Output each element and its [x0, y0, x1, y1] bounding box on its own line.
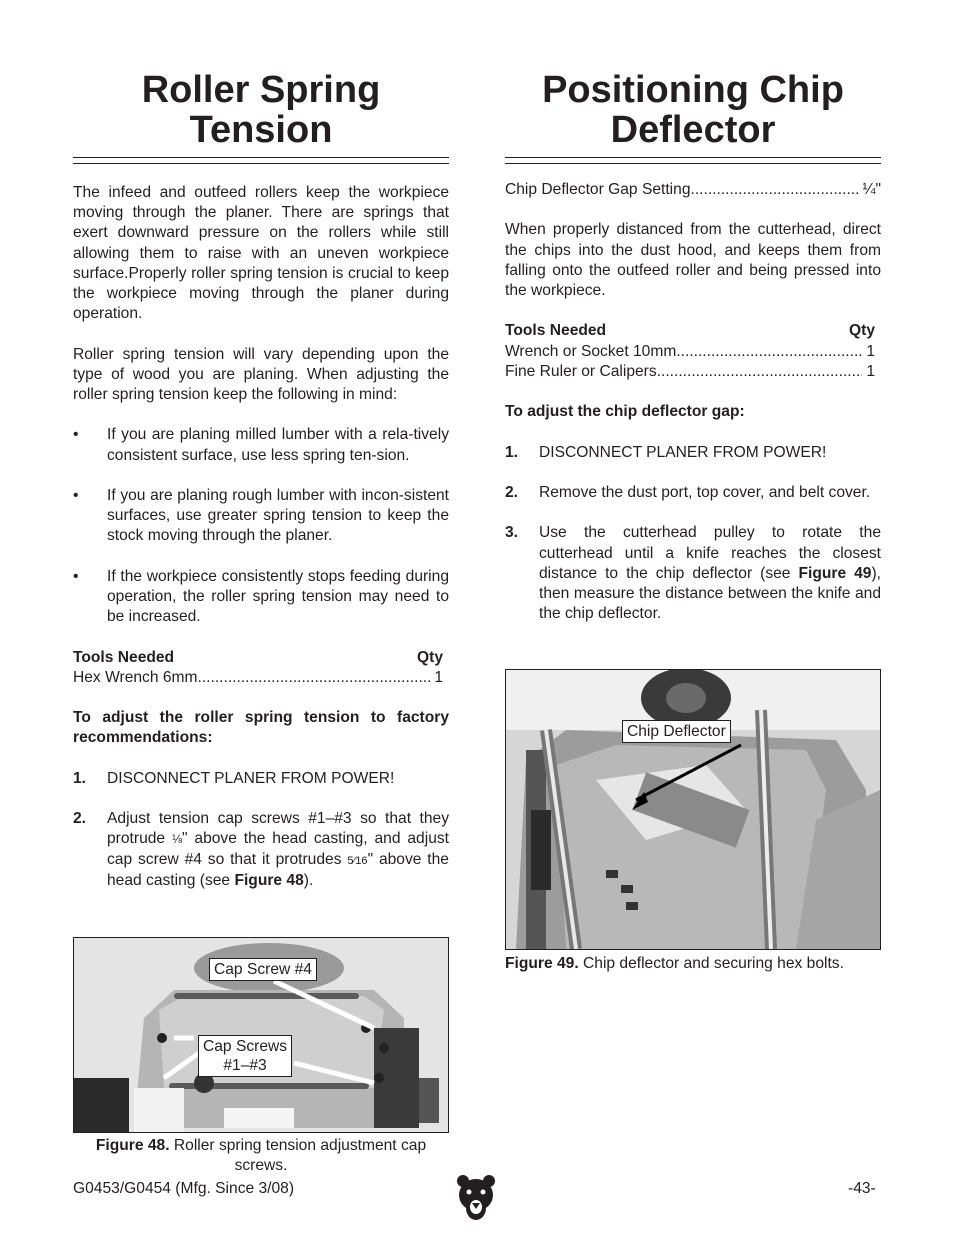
figure-reference: Figure 48 — [234, 871, 304, 889]
paragraph-2: Roller spring tension will vary depending upon the type of wood you are planing. When adjusting the roller spring tension keep the following in mind: — [73, 345, 449, 404]
cutterhead-photo-illustration — [506, 670, 880, 949]
figure-reference: Figure 49 — [798, 564, 872, 582]
tool-qty: 1 — [866, 362, 875, 380]
figure-48-caption — [73, 1136, 449, 1176]
tools-needed-label: Tools Needed — [73, 648, 175, 666]
figure-49-caption — [505, 954, 881, 974]
callout-chip-deflector: Chip Deflector — [622, 720, 731, 743]
bullet-item — [73, 425, 449, 465]
section-title-roller-spring — [73, 70, 449, 150]
callout-line: #1–#3 — [223, 1057, 267, 1074]
footer-model: G0453/G0454 (Mfg. Since 3/08) — [73, 1180, 295, 1197]
step-item — [505, 483, 881, 503]
setting-label: Chip Deflector Gap Setting — [505, 181, 691, 198]
footer-page-number: -43- — [848, 1180, 876, 1197]
intro-paragraph: When properly distanced from the cutterhead, direct the chips into the dust hood, and keeps them from falling onto the outfeed roller and being pressed into the workpiece. — [505, 221, 881, 299]
title-line-1: Roller Spring — [141, 69, 381, 111]
procedure-heading: To adjust the chip deflector gap: — [505, 403, 745, 421]
step-number: 2. — [505, 483, 519, 501]
title-rule — [73, 157, 449, 164]
qty-label: Qty — [849, 322, 875, 340]
tool-name: Hex Wrench 6mm — [73, 668, 198, 686]
fraction: 5⁄16 — [347, 854, 368, 867]
figure-48-image — [73, 937, 449, 1133]
step-item — [73, 809, 449, 891]
callout-cap-screw-4: Cap Screw #4 — [209, 958, 317, 981]
caption-text: Roller spring tension adjustment cap screws. — [169, 1137, 427, 1174]
callout-line: Cap Screws — [203, 1038, 288, 1055]
tools-needed-label: Tools Needed — [505, 322, 607, 340]
tool-name: Fine Ruler or Calipers — [505, 362, 657, 380]
step-number: 1. — [505, 443, 519, 461]
step-text: DISCONNECT PLANER FROM POWER! — [539, 443, 827, 461]
step-text-part: ). — [303, 871, 314, 889]
tool-row — [73, 668, 449, 688]
roller-body — [73, 183, 449, 891]
bullet-text: If the workpiece consistently stops feeding during operation, the roller spring tension may need to be increased. — [107, 567, 449, 626]
setting-value: ¼" — [862, 181, 881, 198]
bullet-item — [73, 486, 449, 547]
step-text-part: " above the head casting (see — [107, 850, 449, 889]
bullet-text: If you are planing milled lumber with a rela-tively consistent surface, use less spring ten-sion. — [107, 426, 449, 464]
title-rule — [505, 157, 881, 164]
step-text-part: " above the head casting, and adjust cap screw #4 so that it protrudes — [107, 830, 449, 868]
fraction: ⅛ — [171, 832, 182, 847]
title-line-2: Deflector — [610, 109, 776, 151]
step-item — [505, 443, 881, 463]
procedure-heading: To adjust the roller spring tension to factory recommendations: — [73, 709, 449, 747]
bullet-mark: • — [73, 567, 79, 585]
tools-header — [73, 648, 449, 668]
step-number: 3. — [505, 524, 519, 542]
step-text-part: ), then measure the distance between the knife and the chip deflector. — [539, 564, 882, 623]
step-text-part: Use the cutterhead pulley to rotate the cutterhead until a knife reaches the closest distance to the chip deflector (see — [539, 524, 881, 582]
bullet-mark: • — [73, 487, 79, 504]
tool-qty: 1 — [434, 668, 443, 686]
title-line-2: Tension — [189, 109, 333, 151]
bear-logo — [456, 1173, 496, 1221]
chip-body — [505, 180, 881, 624]
step-text-part: Adjust tension cap screws #1–#3 so that they protrude — [107, 810, 449, 848]
setting-row — [505, 180, 881, 200]
bullet-text: If you are planing rough lumber with incon-sistent surfaces, use greater spring tension to keep the stock moving through the planer. — [107, 487, 449, 545]
bullet-item — [73, 567, 449, 628]
step-item — [505, 523, 881, 624]
caption-label: Figure 48. — [95, 1137, 170, 1154]
step-number: 1. — [73, 769, 87, 787]
caption-text: Chip deflector and securing hex bolts. — [578, 955, 844, 972]
tool-row — [505, 342, 881, 362]
tools-header — [505, 321, 881, 341]
step-text: DISCONNECT PLANER FROM POWER! — [107, 769, 395, 787]
intro-paragraph: The infeed and outfeed rollers keep the workpiece moving through the planer. There are springs that exert downward pressure on the rollers while still allowing them to raise with an uneven workpiece surface.Properly roller spring tension is crucial to keep the workpiece moving through the planer during operation. — [73, 184, 449, 323]
bullet-mark: • — [73, 426, 79, 444]
caption-label: Figure 49. — [505, 955, 579, 972]
tool-name: Wrench or Socket 10mm — [505, 342, 677, 360]
section-title-chip-deflector — [505, 70, 881, 150]
figure-49-image — [505, 669, 881, 950]
tool-qty: 1 — [866, 342, 875, 360]
callout-cap-screws-1-3 — [198, 1035, 292, 1077]
step-number: 2. — [73, 810, 87, 828]
step-item — [73, 769, 449, 789]
qty-label: Qty — [417, 648, 443, 666]
step-text: Remove the dust port, top cover, and belt cover. — [539, 483, 871, 501]
title-line-1: Positioning Chip — [542, 69, 844, 111]
tool-row — [505, 362, 881, 382]
